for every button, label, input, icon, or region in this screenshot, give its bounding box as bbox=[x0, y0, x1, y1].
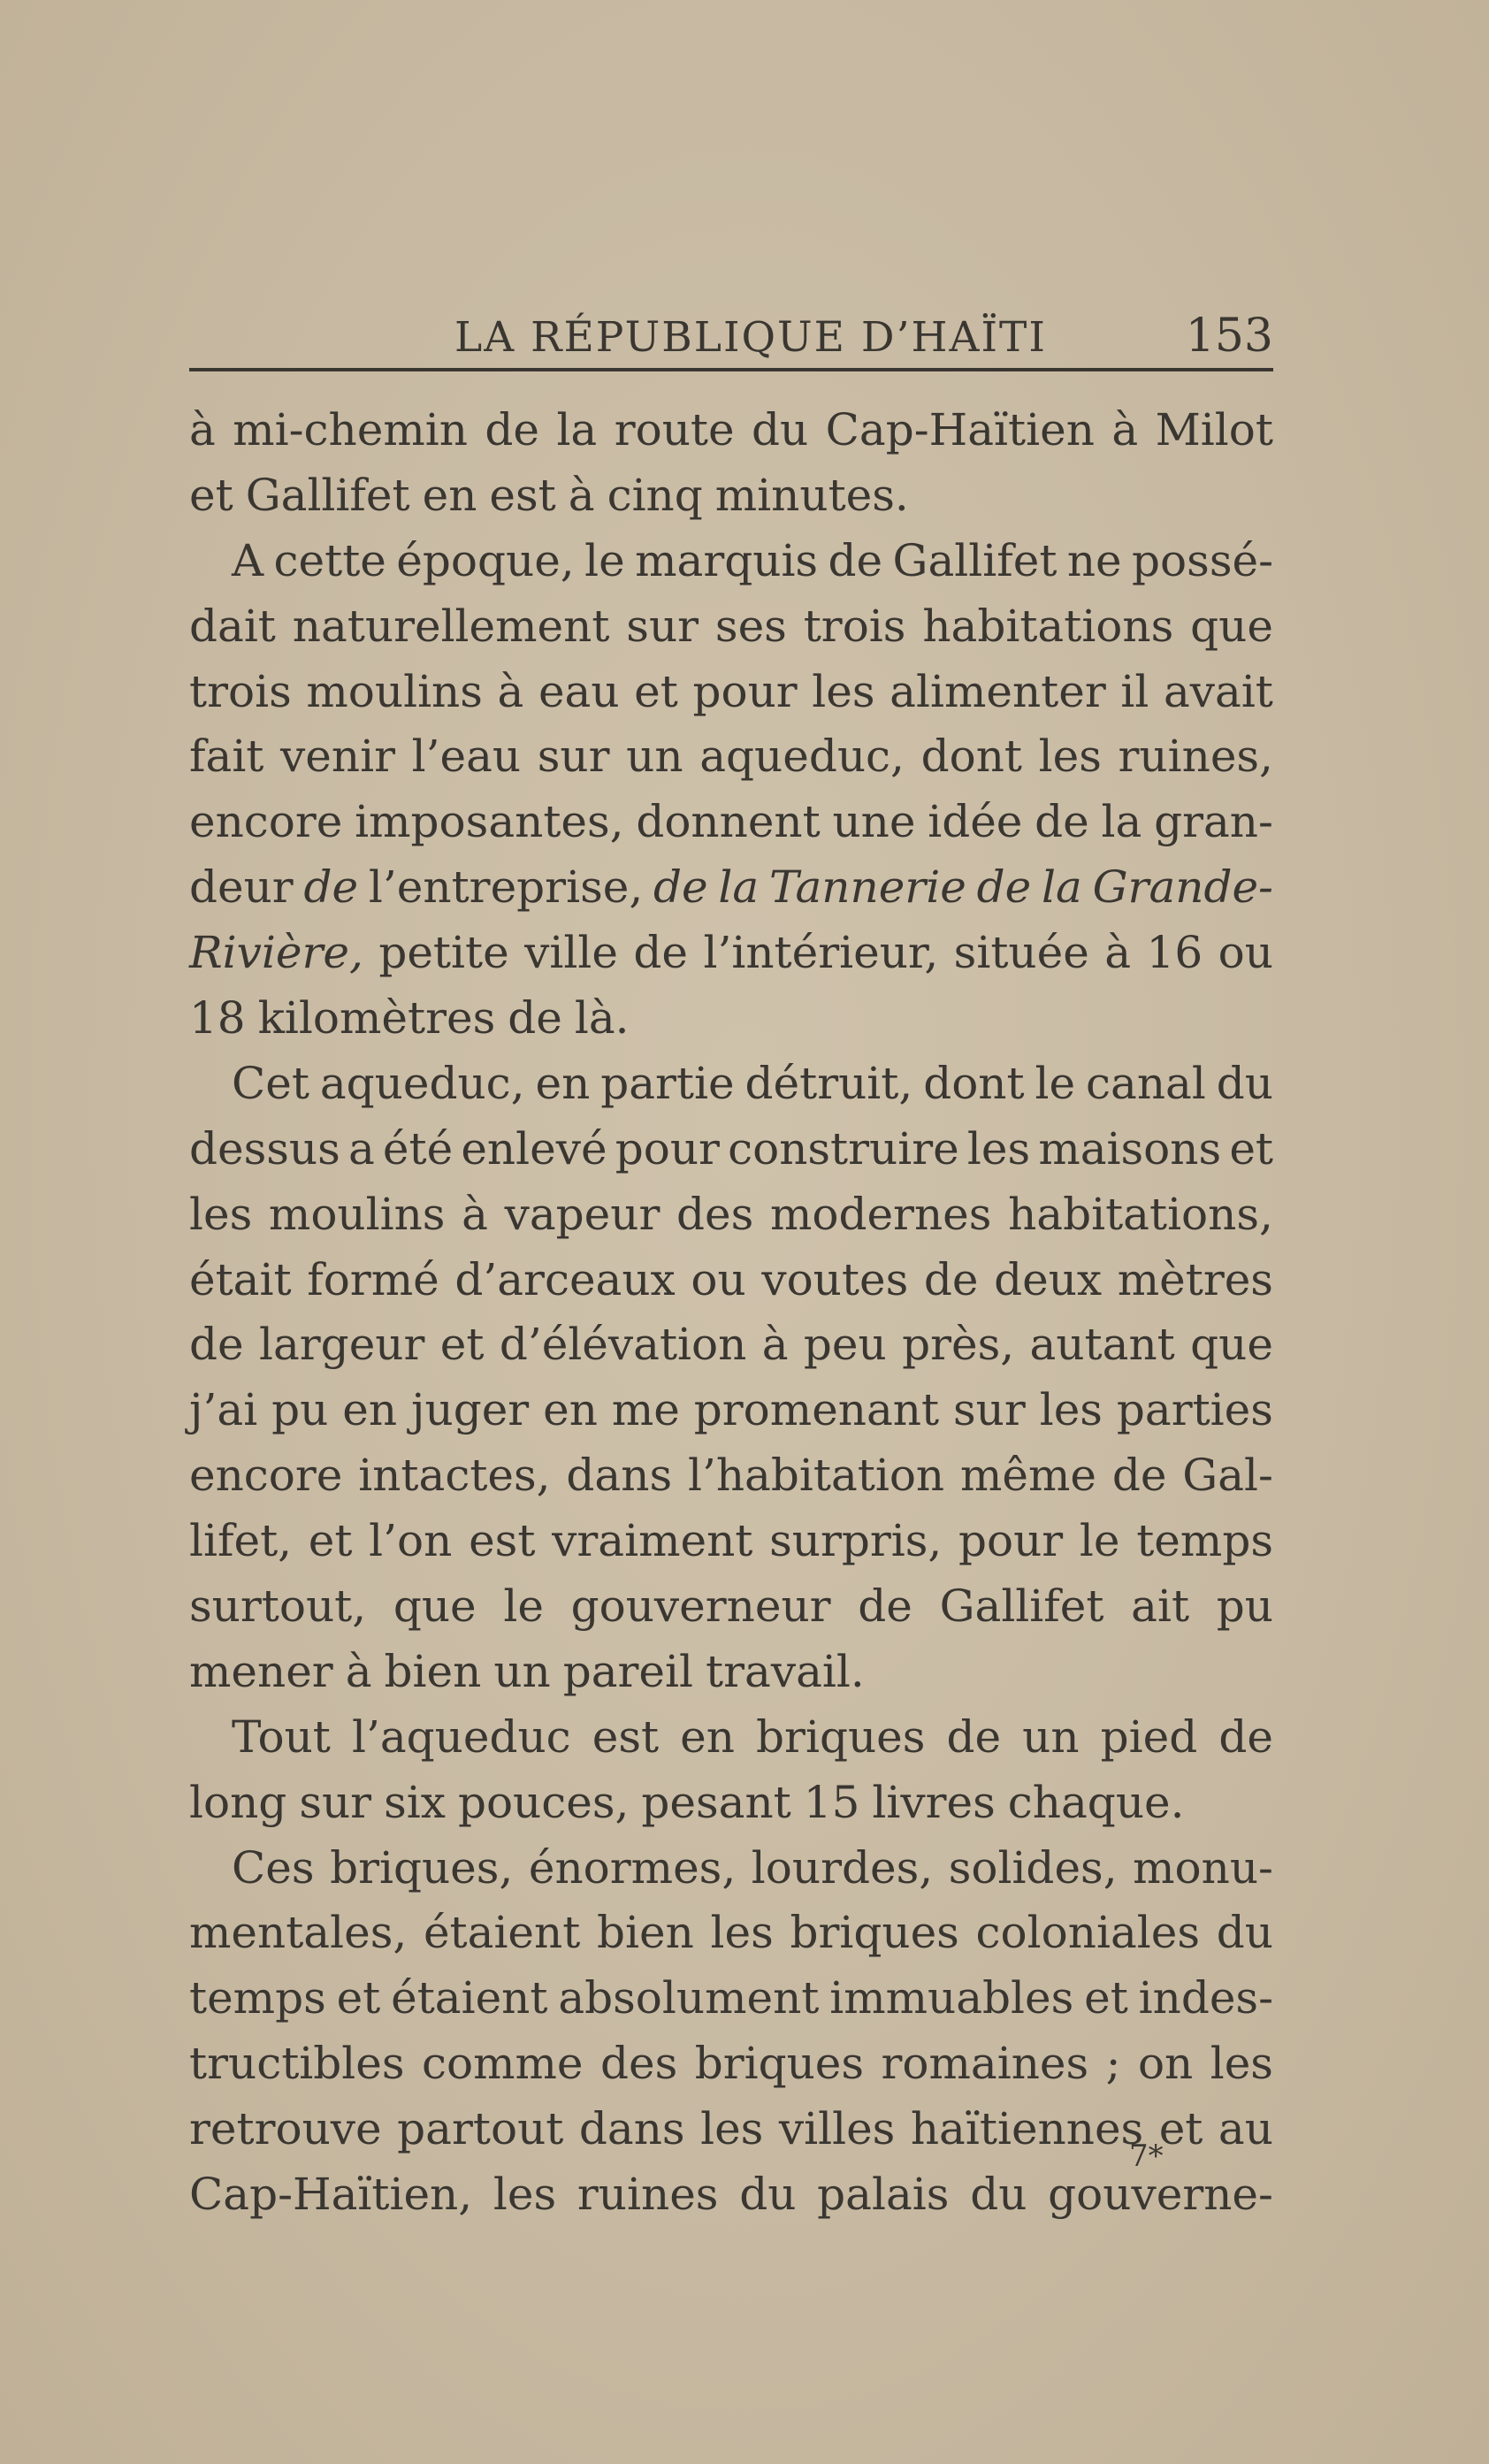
word: été bbox=[382, 1122, 454, 1175]
word: villes bbox=[778, 2103, 896, 2155]
word: petite bbox=[378, 927, 509, 979]
word: briques bbox=[756, 1710, 926, 1763]
word: et bbox=[336, 1972, 381, 2024]
word: époque, bbox=[396, 534, 575, 586]
word: Gallifet bbox=[939, 1580, 1104, 1633]
page-number: 153 bbox=[1185, 310, 1273, 363]
text-line bbox=[189, 1248, 1273, 1313]
word: dessus bbox=[189, 1122, 340, 1175]
word: habitations, bbox=[1008, 1188, 1273, 1240]
word: ; bbox=[1105, 2038, 1121, 2090]
word: de bbox=[828, 534, 883, 586]
word: ou bbox=[1218, 927, 1273, 979]
word: livres bbox=[872, 1776, 996, 1828]
word: pu bbox=[271, 1384, 329, 1436]
word: voutes bbox=[761, 1253, 909, 1305]
text-line bbox=[189, 2162, 1273, 2228]
word: immuables bbox=[829, 1972, 1074, 2024]
text-line bbox=[189, 1640, 1273, 1705]
word: fait bbox=[189, 731, 264, 783]
text-line bbox=[189, 1836, 1273, 1902]
word: ville bbox=[524, 927, 618, 979]
word: gouverne- bbox=[1048, 2169, 1273, 2221]
word: vapeur bbox=[504, 1188, 661, 1240]
word: située bbox=[953, 927, 1089, 979]
text-line bbox=[189, 921, 1273, 986]
word: possé- bbox=[1132, 534, 1273, 586]
text-line bbox=[189, 1966, 1273, 2032]
word: pour bbox=[958, 1515, 1064, 1567]
word: un bbox=[493, 1645, 551, 1697]
word: étaient bbox=[423, 1907, 581, 1959]
word: de bbox=[976, 861, 1032, 914]
word: les bbox=[189, 1188, 253, 1240]
word: intactes, bbox=[358, 1450, 551, 1502]
word: Grande- bbox=[1092, 861, 1273, 914]
text-line bbox=[189, 1771, 1273, 1836]
word: du bbox=[970, 2169, 1027, 2221]
word: Cap-Haïtien, bbox=[189, 2169, 473, 2221]
word: sur bbox=[537, 731, 610, 783]
word: là. bbox=[574, 992, 630, 1045]
word: la bbox=[1042, 861, 1082, 914]
word: ou bbox=[691, 1253, 746, 1305]
word: partie bbox=[600, 1057, 735, 1109]
word: idée bbox=[928, 796, 1023, 848]
word: en bbox=[535, 1057, 591, 1109]
word: venir bbox=[280, 731, 395, 783]
word: eau bbox=[538, 665, 620, 717]
word: que bbox=[1190, 600, 1273, 652]
word: briques bbox=[790, 1907, 959, 1959]
word: monu- bbox=[1133, 1841, 1273, 1894]
word: retrouve bbox=[189, 2103, 382, 2155]
text-line bbox=[189, 1509, 1273, 1574]
word: la bbox=[1101, 796, 1142, 848]
word: de bbox=[858, 1580, 912, 1633]
word: modernes bbox=[769, 1188, 992, 1240]
word: temps bbox=[189, 1972, 326, 2024]
signature-mark: 7* bbox=[1129, 2139, 1164, 2174]
word: imposantes, bbox=[355, 796, 624, 848]
word: ses bbox=[714, 600, 787, 652]
word: d’arceaux bbox=[454, 1253, 676, 1305]
text-line bbox=[189, 529, 1273, 594]
word: romaines bbox=[881, 2038, 1089, 2090]
text-line bbox=[189, 1378, 1273, 1443]
word: briques, bbox=[330, 1841, 514, 1894]
word: le bbox=[1079, 1515, 1120, 1567]
word: il bbox=[1120, 665, 1149, 717]
text-line bbox=[189, 1705, 1273, 1771]
text-line bbox=[189, 1182, 1273, 1248]
word: Cet bbox=[232, 1057, 309, 1109]
word: les bbox=[966, 1122, 1031, 1175]
word: a bbox=[347, 1122, 375, 1175]
word: la bbox=[556, 404, 598, 455]
word: mètres bbox=[1117, 1253, 1273, 1305]
word: à bbox=[462, 1188, 488, 1240]
word: que bbox=[393, 1580, 477, 1633]
word: et bbox=[1229, 1122, 1273, 1175]
word: de bbox=[303, 861, 359, 914]
running-head bbox=[189, 306, 1273, 371]
word: construire bbox=[728, 1122, 959, 1175]
word: une bbox=[832, 796, 916, 848]
word: haïtiennes bbox=[910, 2103, 1144, 2155]
word: aqueduc, bbox=[319, 1057, 525, 1109]
body-text bbox=[189, 398, 1273, 2228]
word: ne bbox=[1066, 534, 1122, 586]
text-line bbox=[189, 1574, 1273, 1640]
word: minutes. bbox=[714, 469, 909, 521]
text-line bbox=[189, 1312, 1273, 1378]
word: coloniales bbox=[975, 1907, 1200, 1959]
word: et bbox=[1158, 2103, 1203, 2155]
word: à bbox=[761, 1319, 789, 1371]
word: surtout, bbox=[189, 1580, 367, 1633]
word: les bbox=[700, 2103, 764, 2155]
word: près, bbox=[902, 1319, 1015, 1371]
word: kilomètres bbox=[257, 992, 496, 1045]
word: et bbox=[1084, 1972, 1128, 2024]
word: en bbox=[422, 469, 477, 521]
word: moulins bbox=[268, 1188, 446, 1240]
word: surpris, bbox=[769, 1515, 943, 1567]
word: tructibles bbox=[189, 2038, 405, 2090]
word: 18 bbox=[189, 992, 246, 1045]
text-line bbox=[189, 1052, 1273, 1117]
word: en bbox=[543, 1384, 598, 1436]
word: les bbox=[1038, 731, 1102, 783]
word: du bbox=[1216, 1907, 1273, 1959]
word: ruines, bbox=[1118, 731, 1273, 783]
word: est bbox=[469, 1515, 536, 1567]
word: avait bbox=[1163, 665, 1273, 717]
word: détruit, bbox=[744, 1057, 913, 1109]
word: deux bbox=[994, 1253, 1103, 1305]
word: pu bbox=[1216, 1580, 1273, 1633]
word: des bbox=[599, 2038, 678, 2090]
word: dont bbox=[920, 731, 1022, 783]
word: de bbox=[1035, 796, 1089, 848]
word: cette bbox=[273, 534, 386, 586]
word: deur bbox=[189, 861, 294, 914]
running-title: LA RÉPUBLIQUE D’HAÏTI bbox=[454, 313, 1047, 362]
word: et bbox=[308, 1515, 353, 1567]
word: route bbox=[614, 404, 735, 455]
word: même bbox=[959, 1450, 1096, 1502]
word: mener bbox=[189, 1645, 333, 1697]
word: encore bbox=[189, 796, 343, 848]
word: mentales, bbox=[189, 1907, 408, 1959]
word: pareil bbox=[562, 1645, 694, 1697]
word: un bbox=[1022, 1710, 1080, 1763]
word: et bbox=[189, 469, 233, 521]
word: Milot bbox=[1155, 404, 1273, 455]
word: à bbox=[345, 1645, 372, 1697]
word: largeur bbox=[258, 1319, 425, 1371]
word: me bbox=[611, 1384, 680, 1436]
word: travail. bbox=[706, 1645, 865, 1697]
word: de bbox=[946, 1710, 1002, 1763]
word: solides, bbox=[948, 1841, 1118, 1894]
word: briques bbox=[694, 2038, 865, 2090]
word: que bbox=[1190, 1319, 1273, 1371]
word: lifet, bbox=[189, 1515, 293, 1567]
word: canal bbox=[1086, 1057, 1206, 1109]
word: A bbox=[232, 534, 264, 586]
text-line bbox=[189, 724, 1273, 790]
word: aqueduc, bbox=[699, 731, 905, 783]
word: 16 bbox=[1146, 927, 1203, 979]
word: d’élévation bbox=[499, 1319, 747, 1371]
word: à bbox=[1104, 927, 1132, 979]
word: la bbox=[718, 861, 760, 914]
word: chaque. bbox=[1007, 1776, 1185, 1828]
word: absolument bbox=[558, 1972, 820, 2024]
word: était bbox=[189, 1253, 292, 1305]
word: marquis bbox=[635, 534, 819, 586]
word: moulins bbox=[306, 665, 483, 717]
word: sur bbox=[953, 1384, 1026, 1436]
word: j’ai bbox=[189, 1384, 258, 1436]
word: de bbox=[923, 1253, 979, 1305]
word: gran- bbox=[1154, 796, 1273, 848]
word: un bbox=[626, 731, 683, 783]
word: à bbox=[497, 665, 524, 717]
word: Gal- bbox=[1182, 1450, 1273, 1502]
text-line bbox=[189, 790, 1273, 855]
word: mi-chemin bbox=[233, 404, 468, 455]
word: peu bbox=[803, 1319, 887, 1371]
word: alimenter bbox=[890, 665, 1106, 717]
text-line bbox=[189, 1901, 1273, 1966]
word: Gallifet bbox=[245, 469, 410, 521]
word: 15 bbox=[803, 1776, 860, 1828]
word: à bbox=[189, 404, 216, 455]
word: pour bbox=[692, 665, 798, 717]
word: de bbox=[485, 404, 539, 455]
word: les bbox=[710, 1907, 774, 1959]
word: du bbox=[1216, 1057, 1273, 1109]
word: Tout bbox=[232, 1710, 331, 1763]
word: en bbox=[342, 1384, 398, 1436]
word: au bbox=[1218, 2103, 1273, 2155]
text-line bbox=[189, 1443, 1273, 1509]
text-line bbox=[189, 2032, 1273, 2097]
word: long bbox=[189, 1776, 287, 1828]
text-line bbox=[189, 855, 1273, 921]
word: ait bbox=[1131, 1580, 1190, 1633]
word: encore bbox=[189, 1450, 343, 1502]
word: comme bbox=[421, 2038, 584, 2090]
word: pied bbox=[1100, 1710, 1198, 1763]
word: Rivière, bbox=[189, 927, 363, 979]
word: sur bbox=[299, 1776, 372, 1828]
word: l’on bbox=[369, 1515, 453, 1567]
word: temps bbox=[1136, 1515, 1273, 1567]
word: à bbox=[568, 469, 595, 521]
word: Ces bbox=[232, 1841, 315, 1894]
word: de bbox=[508, 992, 562, 1045]
word: juger bbox=[410, 1384, 530, 1436]
word: trois bbox=[803, 600, 906, 652]
word: six bbox=[384, 1776, 446, 1828]
word: de bbox=[653, 861, 708, 914]
word: les bbox=[1210, 2038, 1273, 2090]
text-line bbox=[189, 1117, 1273, 1182]
word: dont bbox=[923, 1057, 1025, 1109]
word: pouces, bbox=[457, 1776, 630, 1828]
word: indes- bbox=[1138, 1972, 1273, 2024]
word: l’habitation bbox=[687, 1450, 945, 1502]
word: l’intérieur, bbox=[703, 927, 939, 979]
word: gouverneur bbox=[570, 1580, 831, 1633]
word: l’aqueduc bbox=[351, 1710, 571, 1763]
word: et bbox=[439, 1319, 485, 1371]
word: de bbox=[1218, 1710, 1273, 1763]
word: promenant bbox=[693, 1384, 940, 1436]
word: maisons bbox=[1038, 1122, 1222, 1175]
word: cinq bbox=[607, 469, 703, 521]
word: donnent bbox=[636, 796, 821, 848]
word: de bbox=[633, 927, 689, 979]
word: autant bbox=[1029, 1319, 1175, 1371]
text-line bbox=[189, 594, 1273, 660]
word: bien bbox=[384, 1645, 482, 1697]
word: les bbox=[493, 2169, 557, 2221]
text-line bbox=[189, 463, 1273, 529]
word: vraiment bbox=[552, 1515, 753, 1567]
word: dans bbox=[566, 1450, 673, 1502]
word: en bbox=[680, 1710, 735, 1763]
word: pour bbox=[615, 1122, 720, 1175]
word: lourdes, bbox=[751, 1841, 934, 1894]
word: Cap-Haïtien bbox=[825, 404, 1095, 455]
word: sur bbox=[626, 600, 699, 652]
word: est bbox=[592, 1710, 660, 1763]
word: de bbox=[189, 1319, 244, 1371]
text-line bbox=[189, 398, 1273, 463]
word: on bbox=[1137, 2038, 1194, 2090]
text-line bbox=[189, 2097, 1273, 2162]
word: habitations bbox=[922, 600, 1174, 652]
word: dait bbox=[189, 600, 276, 652]
word: formé bbox=[307, 1253, 439, 1305]
text-line bbox=[189, 660, 1273, 725]
word: Gallifet bbox=[892, 534, 1058, 586]
word: étaient bbox=[391, 1972, 548, 2024]
word: du bbox=[739, 2169, 797, 2221]
word: du bbox=[752, 404, 809, 455]
word: et bbox=[634, 665, 678, 717]
word: enlevé bbox=[461, 1122, 607, 1175]
word: l’eau bbox=[411, 731, 522, 783]
word: bien bbox=[597, 1907, 694, 1959]
word: est bbox=[489, 469, 556, 521]
word: palais bbox=[817, 2169, 950, 2221]
word: naturellement bbox=[292, 600, 610, 652]
word: les bbox=[1039, 1384, 1103, 1436]
word: ruines bbox=[577, 2169, 719, 2221]
word: de bbox=[1111, 1450, 1167, 1502]
word: les bbox=[812, 665, 875, 717]
word: le bbox=[584, 534, 625, 586]
word: énormes, bbox=[528, 1841, 737, 1894]
word: parties bbox=[1116, 1384, 1273, 1436]
word: trois bbox=[189, 665, 292, 717]
word: dans bbox=[578, 2103, 685, 2155]
word: pesant bbox=[641, 1776, 791, 1828]
word: à bbox=[1111, 404, 1139, 455]
word: le bbox=[503, 1580, 544, 1633]
word: Tannerie bbox=[769, 861, 966, 914]
word: l’entreprise, bbox=[368, 861, 644, 914]
word: partout bbox=[397, 2103, 564, 2155]
text-line bbox=[189, 986, 1273, 1052]
word: le bbox=[1035, 1057, 1076, 1109]
word: des bbox=[676, 1188, 754, 1240]
